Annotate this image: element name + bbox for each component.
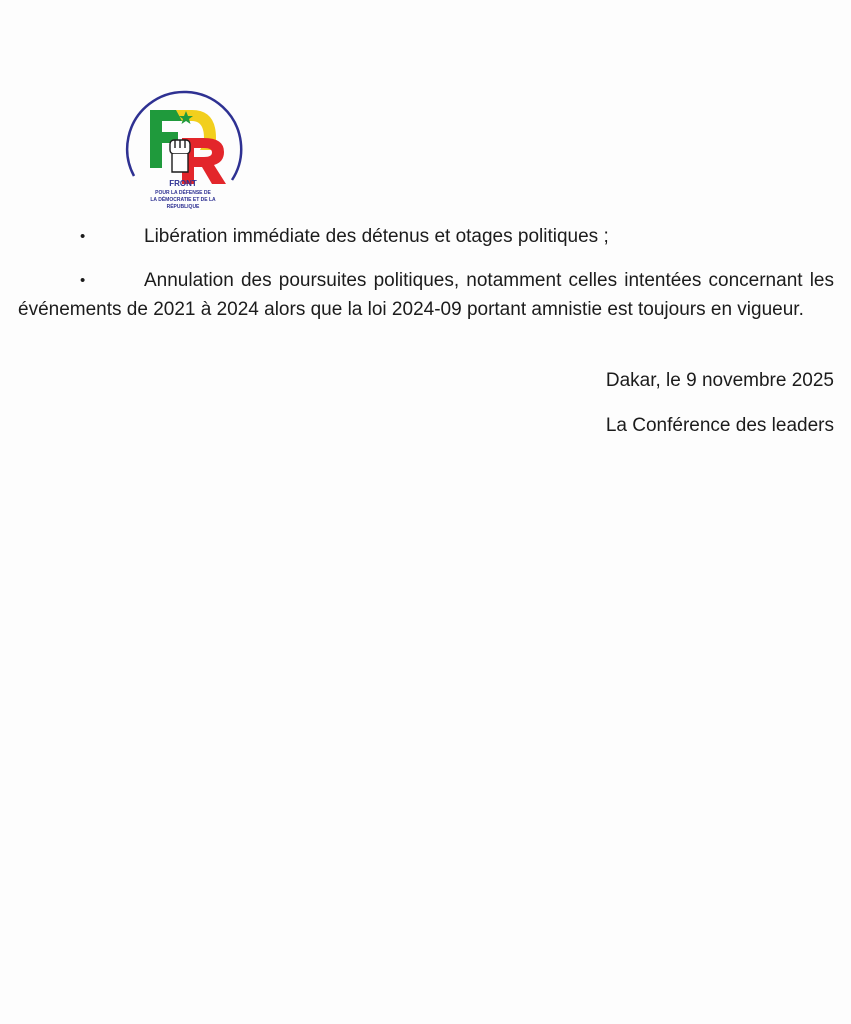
bullet-marker: • xyxy=(80,272,86,289)
signature: La Conférence des leaders xyxy=(605,415,834,436)
place-date: Dakar, le 9 novembre 2025 xyxy=(605,370,834,391)
fdr-emblem-icon xyxy=(120,88,246,214)
fdr-logo xyxy=(120,88,246,214)
logo-name-line1: FRONT xyxy=(169,179,197,188)
bullet-marker: • xyxy=(80,228,86,245)
logo-name-line2: POUR LA DÉFENSE DE xyxy=(155,190,211,196)
bullet-text: Libération immédiate des détenus et otages politiques ; xyxy=(144,226,609,247)
logo-name-line3: LA DÉMOCRATIE ET DE LA xyxy=(150,197,216,203)
logo-name-line4: RÉPUBLIQUE xyxy=(166,204,200,210)
bullet-paragraph: Annulation des poursuites politiques, notamment celles intentées concernant les événements de 2021 à 2024 alors que la loi 2024-09 portant amnistie est toujours en vigueur. xyxy=(18,270,834,320)
